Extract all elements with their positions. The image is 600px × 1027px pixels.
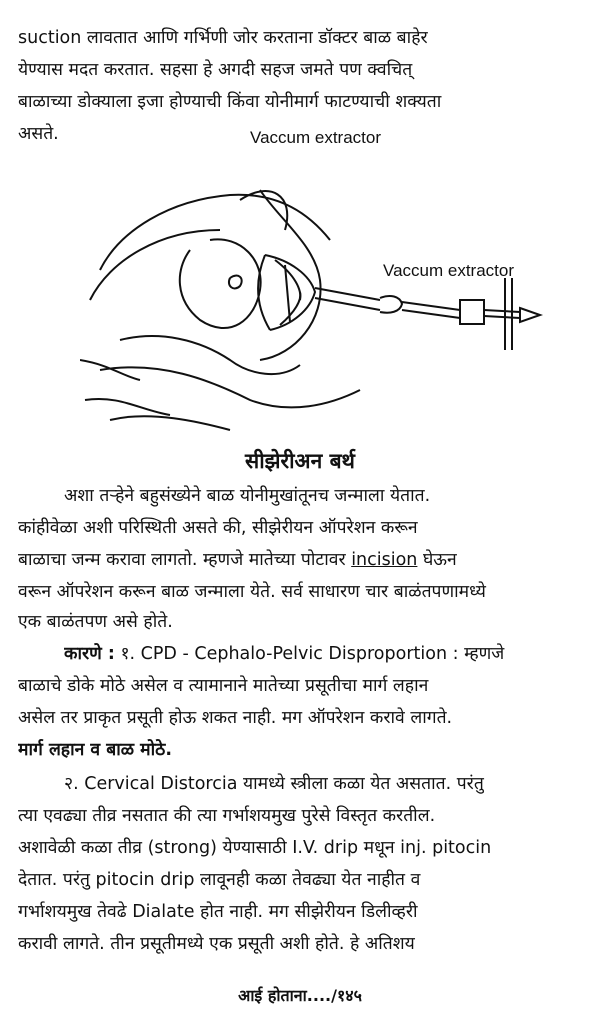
para2-line-3-c: घेऊन bbox=[417, 550, 457, 570]
cause-bold-line: मार्ग लहान व बाळ मोठे. bbox=[18, 740, 172, 760]
para1-line-3: बाळाच्या डोक्याला इजा होण्याची किंवा योनीमार्ग फाटण्याची शक्यता bbox=[18, 92, 442, 112]
para3-line-2: त्या एवढ्या तीव्र नसतात की त्या गर्भाशयमुख पुरेसे विस्तृत करतील. bbox=[18, 806, 436, 826]
para2-line-1: अशा तऱ्हेने बहुसंख्येने बाळ योनीमुखांतूनच जन्माला येतात. bbox=[64, 486, 431, 506]
para1-line-1: suction लावतात आणि गर्भिणी जोर करताना डॉक्टर बाळ बाहेर bbox=[18, 28, 428, 48]
figure-caption-side: Vaccum extractor bbox=[383, 261, 515, 280]
para3-line-6: करावी लागते. तीन प्रसूतीमध्ये एक प्रसूती अशी होते. हे अतिशय bbox=[18, 934, 415, 954]
para3-line-1: २. Cervical Distorcia यामध्ये स्त्रीला कळा येत असतात. परंतु bbox=[64, 774, 484, 794]
para3-line-3: अशावेळी कळा तीव्र (strong) येण्यासाठी I.V. drip मधून inj. pitocin bbox=[18, 838, 492, 858]
cause-line-1 bbox=[64, 640, 584, 668]
para2-line-4: वरून ऑपरेशन करून बाळ जन्माला येते. सर्व साधारण चार बाळंतपणामध्ये bbox=[18, 582, 486, 602]
section-heading: सीझेरीअन बर्थ bbox=[245, 449, 355, 473]
para3-line-4: देतात. परंतु pitocin drip लावूनही कळा तेवढ्या येत नाहीत व bbox=[18, 870, 421, 890]
vacuum-extractor-illustration bbox=[80, 160, 560, 440]
cause-label: कारणे : bbox=[64, 644, 115, 664]
page-footer: आई होताना..../१४५ bbox=[238, 986, 362, 1005]
para2-line-3-a: बाळाचा जन्म करावा लागतो. म्हणजे मातेच्या पोटावर bbox=[18, 550, 352, 570]
figure-caption-top: Vaccum extractor bbox=[250, 128, 382, 147]
para2-line-3 bbox=[18, 546, 584, 574]
para1-line-2: येण्यास मदत करतात. सहसा हे अगदी सहज जमते पण क्वचित् bbox=[18, 60, 413, 80]
cause-line-1-rest: १. CPD - Cephalo-Pelvic Disproportion : म्हणजे bbox=[114, 644, 505, 664]
para1-line-4: असते. bbox=[18, 124, 59, 144]
cause-line-3: असेल तर प्राकृत प्रसूती होऊ शकत नाही. मग ऑपरेशन करावे लागते. bbox=[18, 708, 453, 728]
para3-line-5: गर्भाशयमुख तेवढे Dialate होत नाही. मग सीझेरीयन डिलीव्हरी bbox=[18, 902, 418, 922]
para2-line-2: कांहीवेळा अशी परिस्थिती असते की, सीझेरीयन ऑपरेशन करून bbox=[18, 518, 418, 538]
cause-line-2: बाळाचे डोके मोठे असेल व त्यामानाने मातेच्या प्रसूतीचा मार्ग लहान bbox=[18, 676, 429, 696]
para2-line-5: एक बाळंतपण असे होते. bbox=[18, 612, 173, 632]
incision-word: incision bbox=[351, 550, 418, 570]
